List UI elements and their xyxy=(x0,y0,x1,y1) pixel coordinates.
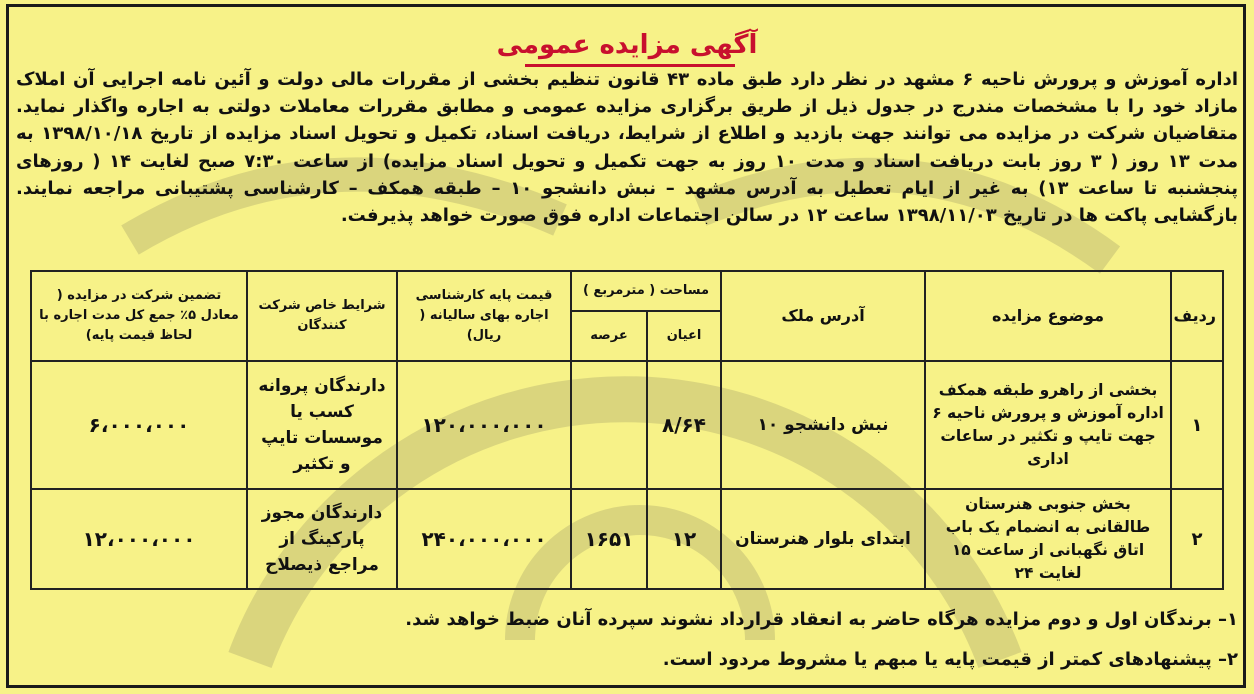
row-area-building: ۸/۶۴ xyxy=(647,361,721,489)
header-guarantee: تضمین شرکت در مزایده ( معادل ۵٪ جمع کل مدت اجاره با لحاظ قیمت پایه) xyxy=(31,271,247,361)
table-row xyxy=(31,361,1223,489)
row-address: ابتدای بلوار هنرستان xyxy=(721,489,925,589)
row-address: نبش دانشجو ۱۰ xyxy=(721,361,925,489)
row-area-land xyxy=(571,361,647,489)
header-address: آدرس ملک xyxy=(721,271,925,361)
row-area-land: ۱۶۵۱ xyxy=(571,489,647,589)
row-subject: بخش جنوبی هنرستان طالقانی به انضمام یک باب اتاق نگهبانی از ساعت ۱۵ لغایت ۲۴ xyxy=(925,489,1171,589)
notice-footnotes xyxy=(16,600,1238,680)
header-subject: موضوع مزایده xyxy=(925,271,1171,361)
row-area-building: ۱۲ xyxy=(647,489,721,589)
row-number: ۱ xyxy=(1171,361,1223,489)
footnote-2: ۲– پیشنهادهای کمتر از قیمت پایه یا مبهم یا مشروط مردود است. xyxy=(662,649,1238,670)
header-area-building: اعیان xyxy=(647,311,721,361)
intro-paragraph: اداره آموزش و پرورش ناحیه ۶ مشهد در نظر دارد طبق ماده ۴۳ قانون تنظیم بخشی از مقررات مالی دولت و آئین نامه اجرایی آن املاک مازاد خود را با مشخصات مندرج در جدول ذیل از طریق برگزاری مزایده عمومی و مطابق مقررات معاملات دولتی به اجاره واگذار نماید. متقاضیان شرکت در مزایده می توانند جهت بازدید و اطلاع از شرایط، دریافت اسناد، تکمیل و تحویل اسناد مزایده از تاریخ ۱۳۹۸/۱۰/۱۸ به مدت ۱۳ روز ( ۳ روز بابت دریافت اسناد و مدت ۱۰ روز به جهت تکمیل و تحویل اسناد مزایده) از ساعت ۷:۳۰ صبح لغایت ۱۴ ( روزهای پنجشنبه تا ساعت ۱۳) به غیر از ایام تعطیل به آدرس مشهد – نبش دانشجو ۱۰ – طبقه همکف – کارشناسی پشتیبانی مراجعه نمایند. بازگشایی پاکت ها در تاریخ ۱۳۹۸/۱۱/۰۳ ساعت ۱۲ در سالن اجتماعات اداره فوق صورت خواهد پذیرفت. xyxy=(16,69,1238,227)
footnote-1: ۱– برندگان اول و دوم مزایده هرگاه حاضر به انعقاد قرارداد نشوند سپرده آنان ضبط خواهد شد. xyxy=(405,609,1238,630)
notice-title: آگهی مزایده عمومی xyxy=(496,30,758,60)
table-row xyxy=(31,489,1223,589)
header-area-land: عرصه xyxy=(571,311,647,361)
auction-table xyxy=(30,270,1224,590)
row-base-price: ۲۴۰،۰۰۰،۰۰۰ xyxy=(397,489,571,589)
row-guarantee: ۶،۰۰۰،۰۰۰ xyxy=(31,361,247,489)
header-row-no: ردیف xyxy=(1171,271,1223,361)
header-conditions: شرایط خاص شرکت کنندگان xyxy=(247,271,397,361)
row-conditions: دارندگان مجوز پارکینگ از مراجع ذیصلاح xyxy=(247,489,397,589)
table-header-row xyxy=(31,271,1223,311)
row-guarantee: ۱۲،۰۰۰،۰۰۰ xyxy=(31,489,247,589)
row-subject: بخشی از راهرو طبقه همکف اداره آموزش و پرورش ناحیه ۶ جهت تایپ و تکثیر در ساعات اداری xyxy=(925,361,1171,489)
row-number: ۲ xyxy=(1171,489,1223,589)
header-base-price: قیمت پایه کارشناسی اجاره بهای سالیانه ( ریال) xyxy=(397,271,571,361)
notice-intro xyxy=(16,66,1238,229)
row-conditions: دارندگان پروانه کسب یا موسسات تایپ و تکثیر xyxy=(247,361,397,489)
header-area: مساحت ( مترمربع ) xyxy=(571,271,721,311)
row-base-price: ۱۲۰،۰۰۰،۰۰۰ xyxy=(397,361,571,489)
